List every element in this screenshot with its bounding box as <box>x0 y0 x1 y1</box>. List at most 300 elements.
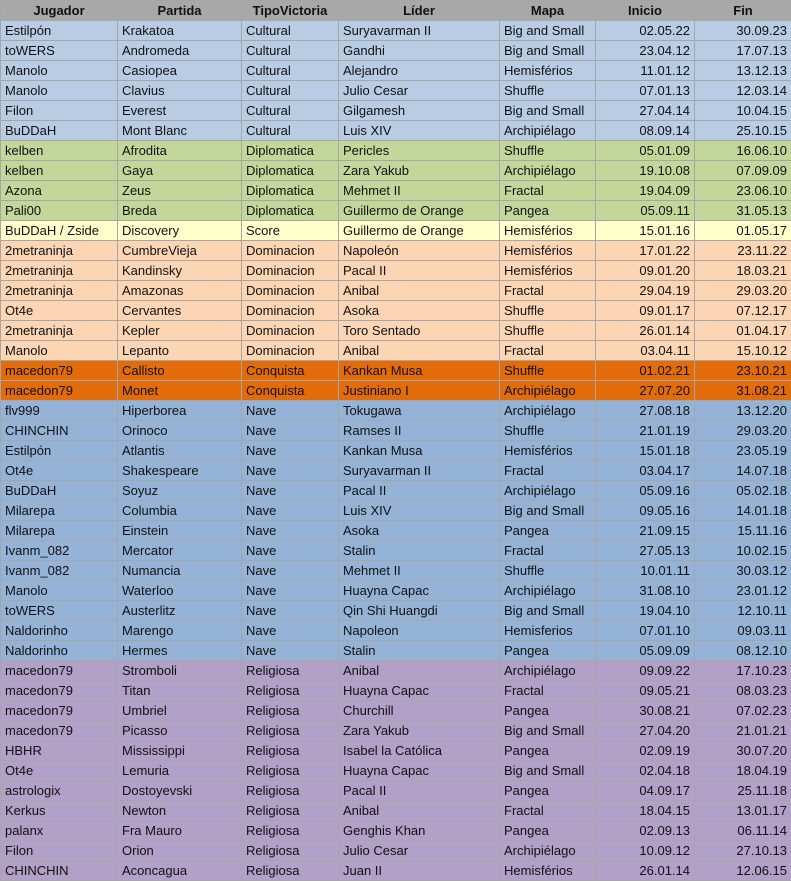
cell-fin[interactable]: 08.03.23 <box>695 681 791 701</box>
cell-tipovictoria[interactable]: Religiosa <box>242 861 339 881</box>
cell-mapa[interactable]: Big and Small <box>500 101 596 121</box>
cell-inicio[interactable]: 01.02.21 <box>596 361 695 381</box>
cell-tipovictoria[interactable]: Cultural <box>242 101 339 121</box>
cell-jugador[interactable]: macedon79 <box>1 681 118 701</box>
cell-jugador[interactable]: Pali00 <box>1 201 118 221</box>
cell-jugador[interactable]: astrologix <box>1 781 118 801</box>
header-partida[interactable]: Partida <box>118 1 242 21</box>
cell-jugador[interactable]: macedon79 <box>1 701 118 721</box>
cell-fin[interactable]: 06.11.14 <box>695 821 791 841</box>
cell-jugador[interactable]: macedon79 <box>1 721 118 741</box>
cell-jugador[interactable]: Azona <box>1 181 118 201</box>
cell-tipovictoria[interactable]: Nave <box>242 601 339 621</box>
cell-jugador[interactable]: Ot4e <box>1 461 118 481</box>
cell-jugador[interactable]: CHINCHIN <box>1 861 118 881</box>
cell-mapa[interactable]: Fractal <box>500 461 596 481</box>
cell-tipovictoria[interactable]: Nave <box>242 481 339 501</box>
cell-mapa[interactable]: Big and Small <box>500 501 596 521</box>
cell-inicio[interactable]: 09.01.17 <box>596 301 695 321</box>
cell-mapa[interactable]: Fractal <box>500 681 596 701</box>
cell-inicio[interactable]: 26.01.14 <box>596 861 695 881</box>
cell-mapa[interactable]: Archipiélago <box>500 481 596 501</box>
cell-lider[interactable]: Napoleon <box>339 621 500 641</box>
cell-fin[interactable]: 18.03.21 <box>695 261 791 281</box>
cell-lider[interactable]: Pericles <box>339 141 500 161</box>
cell-tipovictoria[interactable]: Cultural <box>242 21 339 41</box>
cell-inicio[interactable]: 09.05.21 <box>596 681 695 701</box>
cell-tipovictoria[interactable]: Conquista <box>242 361 339 381</box>
cell-partida[interactable]: Gaya <box>118 161 242 181</box>
cell-lider[interactable]: Justiniano I <box>339 381 500 401</box>
cell-inicio[interactable]: 19.04.09 <box>596 181 695 201</box>
cell-tipovictoria[interactable]: Religiosa <box>242 701 339 721</box>
cell-jugador[interactable]: Milarepa <box>1 521 118 541</box>
cell-tipovictoria[interactable]: Cultural <box>242 61 339 81</box>
cell-lider[interactable]: Napoleón <box>339 241 500 261</box>
cell-partida[interactable]: Monet <box>118 381 242 401</box>
cell-fin[interactable]: 15.10.12 <box>695 341 791 361</box>
cell-tipovictoria[interactable]: Conquista <box>242 381 339 401</box>
cell-lider[interactable]: Asoka <box>339 301 500 321</box>
cell-partida[interactable]: Mississippi <box>118 741 242 761</box>
cell-tipovictoria[interactable]: Religiosa <box>242 841 339 861</box>
cell-fin[interactable]: 07.12.17 <box>695 301 791 321</box>
cell-inicio[interactable]: 02.04.18 <box>596 761 695 781</box>
cell-tipovictoria[interactable]: Religiosa <box>242 801 339 821</box>
cell-mapa[interactable]: Hemisferios <box>500 621 596 641</box>
cell-fin[interactable]: 07.09.09 <box>695 161 791 181</box>
cell-tipovictoria[interactable]: Score <box>242 221 339 241</box>
cell-tipovictoria[interactable]: Religiosa <box>242 741 339 761</box>
cell-fin[interactable]: 15.11.16 <box>695 521 791 541</box>
cell-inicio[interactable]: 30.08.21 <box>596 701 695 721</box>
cell-fin[interactable]: 08.12.10 <box>695 641 791 661</box>
cell-tipovictoria[interactable]: Dominacion <box>242 301 339 321</box>
cell-lider[interactable]: Churchill <box>339 701 500 721</box>
cell-jugador[interactable]: 2metraninja <box>1 261 118 281</box>
cell-partida[interactable]: Hiperborea <box>118 401 242 421</box>
cell-tipovictoria[interactable]: Cultural <box>242 121 339 141</box>
cell-fin[interactable]: 05.02.18 <box>695 481 791 501</box>
cell-partida[interactable]: Cervantes <box>118 301 242 321</box>
cell-lider[interactable]: Qin Shi Huangdi <box>339 601 500 621</box>
cell-partida[interactable]: Aconcagua <box>118 861 242 881</box>
cell-partida[interactable]: Mont Blanc <box>118 121 242 141</box>
cell-lider[interactable]: Guillermo de Orange <box>339 221 500 241</box>
cell-partida[interactable]: Shakespeare <box>118 461 242 481</box>
cell-fin[interactable]: 30.07.20 <box>695 741 791 761</box>
cell-jugador[interactable]: Ot4e <box>1 761 118 781</box>
cell-inicio[interactable]: 29.04.19 <box>596 281 695 301</box>
cell-fin[interactable]: 30.03.12 <box>695 561 791 581</box>
cell-jugador[interactable]: Manolo <box>1 81 118 101</box>
header-mapa[interactable]: Mapa <box>500 1 596 21</box>
cell-mapa[interactable]: Shuffle <box>500 301 596 321</box>
cell-tipovictoria[interactable]: Nave <box>242 581 339 601</box>
header-lider[interactable]: Líder <box>339 1 500 21</box>
cell-inicio[interactable]: 21.01.19 <box>596 421 695 441</box>
cell-tipovictoria[interactable]: Dominacion <box>242 281 339 301</box>
cell-fin[interactable]: 23.01.12 <box>695 581 791 601</box>
cell-fin[interactable]: 21.01.21 <box>695 721 791 741</box>
cell-inicio[interactable]: 05.09.09 <box>596 641 695 661</box>
cell-lider[interactable]: Ramses II <box>339 421 500 441</box>
cell-tipovictoria[interactable]: Nave <box>242 621 339 641</box>
cell-jugador[interactable]: kelben <box>1 141 118 161</box>
cell-jugador[interactable]: 2metraninja <box>1 241 118 261</box>
cell-partida[interactable]: Marengo <box>118 621 242 641</box>
cell-tipovictoria[interactable]: Cultural <box>242 41 339 61</box>
cell-lider[interactable]: Juan II <box>339 861 500 881</box>
cell-tipovictoria[interactable]: Nave <box>242 521 339 541</box>
cell-partida[interactable]: Casiopea <box>118 61 242 81</box>
cell-inicio[interactable]: 15.01.18 <box>596 441 695 461</box>
header-inicio[interactable]: Inicio <box>596 1 695 21</box>
cell-inicio[interactable]: 27.05.13 <box>596 541 695 561</box>
cell-jugador[interactable]: Kerkus <box>1 801 118 821</box>
cell-jugador[interactable]: Ot4e <box>1 301 118 321</box>
cell-lider[interactable]: Anibal <box>339 661 500 681</box>
cell-partida[interactable]: Discovery <box>118 221 242 241</box>
cell-mapa[interactable]: Shuffle <box>500 321 596 341</box>
cell-partida[interactable]: Amazonas <box>118 281 242 301</box>
cell-partida[interactable]: Zeus <box>118 181 242 201</box>
cell-mapa[interactable]: Shuffle <box>500 421 596 441</box>
cell-mapa[interactable]: Fractal <box>500 541 596 561</box>
cell-partida[interactable]: Newton <box>118 801 242 821</box>
cell-mapa[interactable]: Pangea <box>500 741 596 761</box>
cell-tipovictoria[interactable]: Nave <box>242 461 339 481</box>
cell-lider[interactable]: Guillermo de Orange <box>339 201 500 221</box>
cell-fin[interactable]: 29.03.20 <box>695 421 791 441</box>
cell-fin[interactable]: 01.05.17 <box>695 221 791 241</box>
cell-mapa[interactable]: Hemisférios <box>500 861 596 881</box>
cell-partida[interactable]: Orinoco <box>118 421 242 441</box>
cell-jugador[interactable]: 2metraninja <box>1 321 118 341</box>
cell-tipovictoria[interactable]: Religiosa <box>242 761 339 781</box>
cell-jugador[interactable]: kelben <box>1 161 118 181</box>
cell-jugador[interactable]: BuDDaH <box>1 121 118 141</box>
cell-mapa[interactable]: Archipiélago <box>500 401 596 421</box>
cell-mapa[interactable]: Big and Small <box>500 761 596 781</box>
cell-tipovictoria[interactable]: Religiosa <box>242 681 339 701</box>
cell-lider[interactable]: Zara Yakub <box>339 721 500 741</box>
cell-lider[interactable]: Kankan Musa <box>339 441 500 461</box>
cell-mapa[interactable]: Pangea <box>500 521 596 541</box>
cell-fin[interactable]: 23.11.22 <box>695 241 791 261</box>
cell-inicio[interactable]: 02.09.13 <box>596 821 695 841</box>
cell-partida[interactable]: Callisto <box>118 361 242 381</box>
cell-tipovictoria[interactable]: Dominacion <box>242 241 339 261</box>
cell-inicio[interactable]: 02.05.22 <box>596 21 695 41</box>
cell-jugador[interactable]: BuDDaH <box>1 481 118 501</box>
cell-lider[interactable]: Tokugawa <box>339 401 500 421</box>
cell-partida[interactable]: Breda <box>118 201 242 221</box>
cell-inicio[interactable]: 10.09.12 <box>596 841 695 861</box>
cell-tipovictoria[interactable]: Nave <box>242 501 339 521</box>
cell-partida[interactable]: Afrodita <box>118 141 242 161</box>
cell-lider[interactable]: Mehmet II <box>339 561 500 581</box>
cell-inicio[interactable]: 03.04.17 <box>596 461 695 481</box>
cell-mapa[interactable]: Archipiélago <box>500 841 596 861</box>
cell-tipovictoria[interactable]: Dominacion <box>242 261 339 281</box>
cell-lider[interactable]: Suryavarman II <box>339 461 500 481</box>
cell-tipovictoria[interactable]: Nave <box>242 421 339 441</box>
cell-inicio[interactable]: 18.04.15 <box>596 801 695 821</box>
cell-fin[interactable]: 10.02.15 <box>695 541 791 561</box>
cell-jugador[interactable]: Ivanm_082 <box>1 561 118 581</box>
cell-lider[interactable]: Huayna Capac <box>339 581 500 601</box>
cell-partida[interactable]: Soyuz <box>118 481 242 501</box>
cell-inicio[interactable]: 05.09.11 <box>596 201 695 221</box>
cell-tipovictoria[interactable]: Nave <box>242 401 339 421</box>
cell-mapa[interactable]: Hemisférios <box>500 261 596 281</box>
cell-inicio[interactable]: 21.09.15 <box>596 521 695 541</box>
cell-lider[interactable]: Anibal <box>339 341 500 361</box>
cell-fin[interactable]: 10.04.15 <box>695 101 791 121</box>
cell-inicio[interactable]: 10.01.11 <box>596 561 695 581</box>
cell-inicio[interactable]: 19.10.08 <box>596 161 695 181</box>
cell-tipovictoria[interactable]: Dominacion <box>242 321 339 341</box>
cell-mapa[interactable]: Shuffle <box>500 81 596 101</box>
cell-fin[interactable]: 17.07.13 <box>695 41 791 61</box>
cell-partida[interactable]: Fra Mauro <box>118 821 242 841</box>
cell-mapa[interactable]: Big and Small <box>500 721 596 741</box>
cell-lider[interactable]: Pacal II <box>339 781 500 801</box>
cell-jugador[interactable]: Filon <box>1 101 118 121</box>
cell-inicio[interactable]: 26.01.14 <box>596 321 695 341</box>
cell-lider[interactable]: Pacal II <box>339 481 500 501</box>
cell-tipovictoria[interactable]: Religiosa <box>242 821 339 841</box>
cell-fin[interactable]: 13.12.13 <box>695 61 791 81</box>
header-tipovictoria[interactable]: TipoVictoria <box>242 1 339 21</box>
cell-partida[interactable]: Stromboli <box>118 661 242 681</box>
cell-lider[interactable]: Gandhi <box>339 41 500 61</box>
cell-mapa[interactable]: Archipiélago <box>500 661 596 681</box>
cell-partida[interactable]: Umbriel <box>118 701 242 721</box>
cell-tipovictoria[interactable]: Nave <box>242 641 339 661</box>
cell-jugador[interactable]: HBHR <box>1 741 118 761</box>
cell-fin[interactable]: 07.02.23 <box>695 701 791 721</box>
cell-lider[interactable]: Isabel la Católica <box>339 741 500 761</box>
cell-jugador[interactable]: Filon <box>1 841 118 861</box>
cell-fin[interactable]: 12.03.14 <box>695 81 791 101</box>
cell-partida[interactable]: Hermes <box>118 641 242 661</box>
cell-lider[interactable]: Huayna Capac <box>339 761 500 781</box>
cell-mapa[interactable]: Archipiélago <box>500 581 596 601</box>
cell-mapa[interactable]: Archipiélago <box>500 161 596 181</box>
cell-lider[interactable]: Zara Yakub <box>339 161 500 181</box>
cell-partida[interactable]: Lemuria <box>118 761 242 781</box>
cell-lider[interactable]: Asoka <box>339 521 500 541</box>
cell-tipovictoria[interactable]: Religiosa <box>242 721 339 741</box>
cell-inicio[interactable]: 07.01.10 <box>596 621 695 641</box>
cell-fin[interactable]: 25.10.15 <box>695 121 791 141</box>
cell-inicio[interactable]: 09.05.16 <box>596 501 695 521</box>
cell-fin[interactable]: 12.10.11 <box>695 601 791 621</box>
cell-jugador[interactable]: macedon79 <box>1 381 118 401</box>
cell-partida[interactable]: Kandinsky <box>118 261 242 281</box>
cell-jugador[interactable]: palanx <box>1 821 118 841</box>
cell-fin[interactable]: 13.12.20 <box>695 401 791 421</box>
cell-lider[interactable]: Luis XIV <box>339 121 500 141</box>
cell-jugador[interactable]: Naldorinho <box>1 641 118 661</box>
cell-lider[interactable]: Anibal <box>339 281 500 301</box>
cell-partida[interactable]: Mercator <box>118 541 242 561</box>
cell-fin[interactable]: 01.04.17 <box>695 321 791 341</box>
cell-lider[interactable]: Mehmet II <box>339 181 500 201</box>
cell-mapa[interactable]: Hemisférios <box>500 221 596 241</box>
cell-lider[interactable]: Huayna Capac <box>339 681 500 701</box>
cell-mapa[interactable]: Archipiélago <box>500 121 596 141</box>
cell-mapa[interactable]: Hemisférios <box>500 61 596 81</box>
cell-inicio[interactable]: 04.09.17 <box>596 781 695 801</box>
cell-inicio[interactable]: 27.04.14 <box>596 101 695 121</box>
cell-tipovictoria[interactable]: Nave <box>242 441 339 461</box>
cell-tipovictoria[interactable]: Diplomatica <box>242 161 339 181</box>
cell-jugador[interactable]: CHINCHIN <box>1 421 118 441</box>
cell-partida[interactable]: Andromeda <box>118 41 242 61</box>
cell-mapa[interactable]: Fractal <box>500 181 596 201</box>
cell-partida[interactable]: Einstein <box>118 521 242 541</box>
cell-fin[interactable]: 13.01.17 <box>695 801 791 821</box>
cell-fin[interactable]: 31.05.13 <box>695 201 791 221</box>
cell-inicio[interactable]: 27.04.20 <box>596 721 695 741</box>
header-jugador[interactable]: Jugador <box>1 1 118 21</box>
cell-lider[interactable]: Julio Cesar <box>339 841 500 861</box>
cell-mapa[interactable]: Pangea <box>500 821 596 841</box>
cell-inicio[interactable]: 09.09.22 <box>596 661 695 681</box>
cell-fin[interactable]: 16.06.10 <box>695 141 791 161</box>
cell-inicio[interactable]: 17.01.22 <box>596 241 695 261</box>
header-fin[interactable]: Fin <box>695 1 791 21</box>
cell-jugador[interactable]: toWERS <box>1 41 118 61</box>
cell-partida[interactable]: Titan <box>118 681 242 701</box>
cell-jugador[interactable]: Estilpón <box>1 441 118 461</box>
cell-jugador[interactable]: Manolo <box>1 581 118 601</box>
cell-inicio[interactable]: 27.07.20 <box>596 381 695 401</box>
cell-inicio[interactable]: 23.04.12 <box>596 41 695 61</box>
cell-lider[interactable]: Stalin <box>339 641 500 661</box>
cell-fin[interactable]: 23.06.10 <box>695 181 791 201</box>
cell-partida[interactable]: Kepler <box>118 321 242 341</box>
cell-inicio[interactable]: 15.01.16 <box>596 221 695 241</box>
cell-inicio[interactable]: 05.01.09 <box>596 141 695 161</box>
cell-lider[interactable]: Stalin <box>339 541 500 561</box>
cell-partida[interactable]: Clavius <box>118 81 242 101</box>
cell-fin[interactable]: 31.08.21 <box>695 381 791 401</box>
cell-mapa[interactable]: Archipiélago <box>500 381 596 401</box>
cell-lider[interactable]: Toro Sentado <box>339 321 500 341</box>
cell-tipovictoria[interactable]: Dominacion <box>242 341 339 361</box>
cell-inicio[interactable]: 03.04.11 <box>596 341 695 361</box>
cell-inicio[interactable]: 27.08.18 <box>596 401 695 421</box>
cell-inicio[interactable]: 31.08.10 <box>596 581 695 601</box>
cell-inicio[interactable]: 08.09.14 <box>596 121 695 141</box>
cell-fin[interactable]: 09.03.11 <box>695 621 791 641</box>
cell-fin[interactable]: 12.06.15 <box>695 861 791 881</box>
cell-fin[interactable]: 17.10.23 <box>695 661 791 681</box>
cell-mapa[interactable]: Fractal <box>500 281 596 301</box>
cell-tipovictoria[interactable]: Nave <box>242 561 339 581</box>
cell-mapa[interactable]: Pangea <box>500 701 596 721</box>
cell-lider[interactable]: Suryavarman II <box>339 21 500 41</box>
cell-lider[interactable]: Julio Cesar <box>339 81 500 101</box>
cell-partida[interactable]: Orion <box>118 841 242 861</box>
cell-jugador[interactable]: toWERS <box>1 601 118 621</box>
cell-lider[interactable]: Anibal <box>339 801 500 821</box>
cell-partida[interactable]: Columbia <box>118 501 242 521</box>
cell-mapa[interactable]: Big and Small <box>500 601 596 621</box>
cell-inicio[interactable]: 19.04.10 <box>596 601 695 621</box>
cell-mapa[interactable]: Shuffle <box>500 361 596 381</box>
cell-mapa[interactable]: Fractal <box>500 801 596 821</box>
cell-inicio[interactable]: 02.09.19 <box>596 741 695 761</box>
cell-jugador[interactable]: Milarepa <box>1 501 118 521</box>
cell-fin[interactable]: 14.01.18 <box>695 501 791 521</box>
cell-inicio[interactable]: 05.09.16 <box>596 481 695 501</box>
cell-tipovictoria[interactable]: Diplomatica <box>242 201 339 221</box>
cell-mapa[interactable]: Hemisférios <box>500 241 596 261</box>
cell-fin[interactable]: 25.11.18 <box>695 781 791 801</box>
cell-partida[interactable]: Waterloo <box>118 581 242 601</box>
cell-fin[interactable]: 18.04.19 <box>695 761 791 781</box>
cell-lider[interactable]: Kankan Musa <box>339 361 500 381</box>
cell-jugador[interactable]: Manolo <box>1 341 118 361</box>
cell-mapa[interactable]: Hemisférios <box>500 441 596 461</box>
cell-partida[interactable]: Everest <box>118 101 242 121</box>
cell-inicio[interactable]: 07.01.13 <box>596 81 695 101</box>
cell-partida[interactable]: Dostoyevski <box>118 781 242 801</box>
cell-partida[interactable]: Austerlitz <box>118 601 242 621</box>
cell-tipovictoria[interactable]: Cultural <box>242 81 339 101</box>
cell-tipovictoria[interactable]: Religiosa <box>242 661 339 681</box>
cell-jugador[interactable]: Estilpón <box>1 21 118 41</box>
cell-jugador[interactable]: macedon79 <box>1 661 118 681</box>
cell-partida[interactable]: Lepanto <box>118 341 242 361</box>
cell-jugador[interactable]: Naldorinho <box>1 621 118 641</box>
cell-tipovictoria[interactable]: Religiosa <box>242 781 339 801</box>
cell-fin[interactable]: 23.05.19 <box>695 441 791 461</box>
cell-mapa[interactable]: Big and Small <box>500 21 596 41</box>
cell-jugador[interactable]: Manolo <box>1 61 118 81</box>
cell-fin[interactable]: 30.09.23 <box>695 21 791 41</box>
cell-mapa[interactable]: Pangea <box>500 781 596 801</box>
cell-partida[interactable]: Krakatoa <box>118 21 242 41</box>
cell-mapa[interactable]: Pangea <box>500 641 596 661</box>
cell-lider[interactable]: Genghis Khan <box>339 821 500 841</box>
cell-jugador[interactable]: flv999 <box>1 401 118 421</box>
cell-mapa[interactable]: Pangea <box>500 201 596 221</box>
cell-mapa[interactable]: Shuffle <box>500 561 596 581</box>
cell-inicio[interactable]: 09.01.20 <box>596 261 695 281</box>
cell-jugador[interactable]: BuDDaH / Zside <box>1 221 118 241</box>
cell-jugador[interactable]: 2metraninja <box>1 281 118 301</box>
cell-partida[interactable]: Numancia <box>118 561 242 581</box>
cell-jugador[interactable]: Ivanm_082 <box>1 541 118 561</box>
cell-inicio[interactable]: 11.01.12 <box>596 61 695 81</box>
cell-fin[interactable]: 29.03.20 <box>695 281 791 301</box>
cell-partida[interactable]: CumbreVieja <box>118 241 242 261</box>
cell-lider[interactable]: Alejandro <box>339 61 500 81</box>
cell-fin[interactable]: 23.10.21 <box>695 361 791 381</box>
cell-partida[interactable]: Picasso <box>118 721 242 741</box>
cell-fin[interactable]: 14.07.18 <box>695 461 791 481</box>
cell-jugador[interactable]: macedon79 <box>1 361 118 381</box>
cell-tipovictoria[interactable]: Diplomatica <box>242 141 339 161</box>
cell-fin[interactable]: 27.10.13 <box>695 841 791 861</box>
cell-lider[interactable]: Luis XIV <box>339 501 500 521</box>
